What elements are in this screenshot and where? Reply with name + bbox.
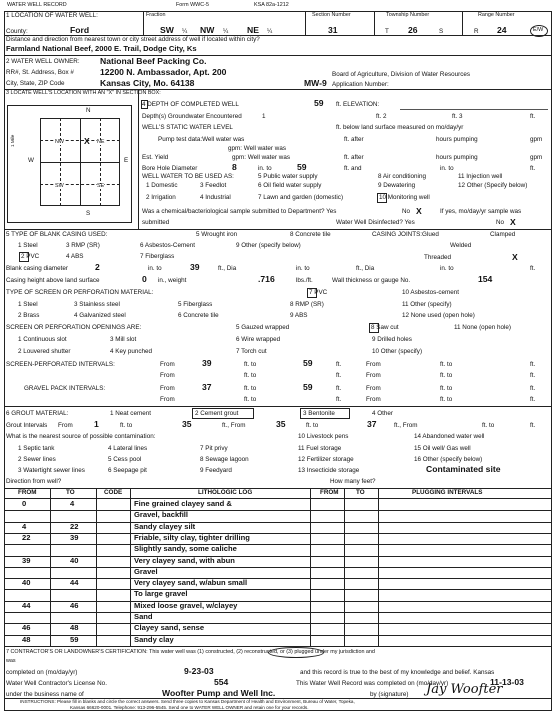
pump-gpm-ww: gpm: Well water was [228,145,286,152]
fraction-label: Fraction [146,12,166,18]
src-5: 5 Cess pool [108,456,142,463]
section-value: 31 [328,25,338,35]
gp-to: 59 [303,382,313,392]
screen-2: 2 Brass [18,312,40,319]
section-label: Section Number [312,12,351,18]
src-4: 4 Lateral lines [108,445,148,452]
quarter-2: ¼ [223,28,229,35]
screen-12: 12 None used (open hole) [402,312,475,319]
casing-4: 4 ABS [66,253,84,260]
grout-ftto3: ft. to [482,422,495,429]
board-text: Board of Agriculture, Division of Water Resources [332,71,471,78]
log-row-divider [4,601,552,602]
gauge-value: 154 [478,274,493,284]
src-3: 3 Watertight sewer lines [18,467,85,474]
casing-1: 1 Steel [18,242,38,249]
use-label: WELL WATER TO BE USED AS: [142,173,234,180]
casing-2: 2 PVC [21,253,40,260]
gp-from4-label: From [366,396,381,403]
township-s: S [439,28,444,35]
csz-label: City, State, ZIP Code [6,80,65,87]
gw-1: 1 [262,113,266,120]
gw-2: ft. 2 [376,113,387,120]
yield-ft-after: ft. after [344,154,364,161]
sp-ft4: ft. [530,372,536,379]
diam-to: 39 [190,262,200,272]
gp-from: 37 [202,382,212,392]
sec2-heading: 2 WATER WELL OWNER: [6,58,80,65]
bore-in-to: in. to [258,165,272,172]
gw-3: ft. 3 [452,113,463,120]
lbsft: lbs./ft. [296,277,313,284]
log-row-text: Gravel [134,566,158,576]
depth-label: 4 DEPTH OF COMPLETED WELL [142,101,239,108]
open-10: 10 Other (specify) [372,348,423,355]
how-many-label: How many feet? [330,478,376,485]
diam-ft-dia-2: ft., Dia [356,265,375,272]
log-row-divider [4,544,552,545]
bore-in-to-2: in. to [440,165,454,172]
sp-to: 59 [303,358,313,368]
grout-v1: 1 [94,419,99,429]
license-label: Water Well Contractor's License No. [6,680,107,687]
contaminated-site: Contaminated site [426,464,501,474]
use-8: 8 Air conditioning [378,173,426,180]
log-row-to: 48 [70,623,79,633]
screen-1: 1 Steel [18,301,38,308]
app-label: Application Number: [332,81,389,88]
use-11: 11 Injection well [458,173,503,180]
county-label: County: [6,28,28,35]
cert-true: and this record is true to the best of my knowledge and belief. Kansas [300,669,495,676]
fraction-3: NE [247,25,259,35]
log-row-text: Fine grained clayey sand & [134,499,232,508]
cert-was: was [6,658,16,664]
sp-from4-label: From [366,372,381,379]
log-row-from: 22 [22,532,31,542]
bore-to: 59 [297,162,307,172]
quarter-1: ¼ [182,28,188,35]
grout-ft: ft. [530,422,536,429]
township-t: T [385,28,389,35]
quad-sw: SW [55,183,64,189]
signature: Jay Woofter [426,682,503,697]
screen-7: 7 PVC [309,289,328,296]
open-6: 6 Wire wrapped [236,336,281,343]
src-14: 14 Abandoned water well [414,433,485,440]
plug-col-to: TO [356,489,365,496]
src-2: 2 Sewer lines [18,456,56,463]
plug-col-from: FROM [320,489,339,496]
instructions-2: Kansas 66620-0001. Telephone: 913-296-5545. Send one to WATER WELL OWNER and retain one for your records. [70,705,309,710]
casing-8: 8 Concrete tile [290,231,331,238]
grout-1: 1 Neat cement [110,410,151,417]
static-label: WELL'S STATIC WATER LEVEL [142,124,233,131]
use-2: 2 Irrigation [146,194,176,201]
log-row-text: Very clayey sand, with abun [134,555,235,565]
log-row-from: 44 [22,600,31,610]
height-label: Casing height above land surface [6,277,100,284]
ksa-ref: KSA 82a-1212 [254,2,289,8]
depth-value: 59 [314,98,324,108]
quarter-3: ¼ [267,28,273,35]
quad-nw: NW [55,139,64,145]
open-5: 5 Gauzed wrapped [236,324,290,331]
township-label: Township Number [386,12,430,18]
gp-from2-label: From [366,385,381,392]
disinfected-label: Water Well Disinfected? Yes [336,219,415,226]
src-10: 10 Livestock pens [298,433,349,440]
sp-from: 39 [202,358,212,368]
sp-ft: ft. [336,361,342,368]
elevation-label: ft. ELEVATION: [336,101,380,108]
record-date: 11-13-03 [490,677,524,687]
range-value: 24 [497,25,507,35]
log-row-text: Sandy clayey silt [134,521,196,531]
chem-x: X [416,206,422,216]
grout-3: 3 Bentonite [303,410,335,417]
screen-6: 6 Concrete tile [178,312,219,319]
log-row-text: Slightly sandy, some caliche [134,544,237,554]
src-8: 8 Sewage lagoon [200,456,249,463]
src-13: 13 Insecticide storage [298,467,360,474]
compass-e: E [124,157,129,164]
chem-tail: If yes, mo/day/yr sample was [440,208,522,215]
log-row-from: 39 [22,555,31,565]
bore-ft-and: ft. and [344,165,362,172]
cert-line1: 7 CONTRACTOR'S OR LANDOWNER'S CERTIFICATION: This water well was (1) constructed, (2) reconstructed, or (3) plugged under my jurisdiction and [6,649,375,655]
use-5: 5 Public water supply [258,173,318,180]
sp-ft3: ft. [336,372,342,379]
open-1: 1 Continuous slot [18,336,67,343]
gp-ft2: ft. [530,385,536,392]
pump-label: Pump test data:Well water was [158,136,245,143]
log-col-lith: LITHOLOGIC LOG [198,489,253,496]
contam-label: What is the nearest source of possible contamination: [6,433,156,440]
form-title: WATER WELL RECORD [7,2,67,8]
src-6: 6 Seepage pit [108,467,147,474]
yield-label: Est. Yield [142,154,169,161]
sp-from2-label: From [366,361,381,368]
weight-value: .716 [258,274,275,284]
form-id: Form WWC-5 [176,2,209,8]
sec3-heading: 3 LOCATE WELL'S LOCATION WITH AN "X" IN SECTION BOX: [6,90,161,96]
src-9: 9 Feedyard [200,467,232,474]
log-row-divider [4,556,552,557]
mile-label: 1 Mile [10,134,15,147]
log-row-text: Clayey sand, sense [134,623,205,633]
diam-label: Blank casing diameter [6,265,68,272]
township-value: 26 [408,25,418,35]
casing-7: 7 Fiberglass [140,253,175,260]
quad-ne: NE [97,139,105,145]
wall-label: Wall thickness or gauge No. [332,277,411,284]
open-4: 4 Key punched [110,348,153,355]
sp-ftto: ft. to [244,361,257,368]
license-value: 554 [214,677,229,687]
log-row-divider [4,510,552,511]
biz-label: under the business name of [6,691,84,698]
gp-ft3: ft. [336,396,342,403]
use-10: 10 Monitoring well [379,194,430,201]
open-7: 7 Torch cut [236,348,267,355]
use-3: 3 Feedlot [200,182,227,189]
screen-heading: TYPE OF SCREEN OR PERFORATION MATERIAL: [6,289,154,296]
use-9: 9 Dewatering [378,182,416,189]
log-row-divider [4,589,552,590]
chem-no: No [402,208,411,215]
log-row-divider [4,635,552,636]
use-7: 7 Lawn and garden (domestic) [258,194,344,201]
bore-ft: ft. [530,165,536,172]
src-15: 15 Oil well/ Gas well [414,445,471,452]
disinfected-x: X [510,217,516,227]
casing-9: 9 Other (specify below) [236,242,301,249]
sig-label: by (signature) [370,691,409,698]
use-12: 12 Other (Specify below) [458,182,528,189]
grout-int-label: Grout Intervals [6,422,48,429]
height-value: 0 [142,274,147,284]
instructions-1: INSTRUCTIONS: Please fill in blanks and circle the correct answers. Send three copies to Kansas Department of Health and Environment, Bureau of Water, Topeka, [20,699,355,704]
sp-ft2: ft. [530,361,536,368]
log-row-from: 48 [22,634,31,644]
screen-3: 3 Stainless steel [74,301,120,308]
grout-heading: 6 GROUT MATERIAL: [6,410,69,417]
fraction-2: NW [200,25,215,35]
compass-s: S [86,210,91,217]
gp-ft: ft. [336,385,342,392]
casing-3: 3 RMP (SR) [66,242,100,249]
use-6: 6 Oil field water supply [258,182,322,189]
pump-hours: hours pumping [436,136,478,143]
joints-glued: CASING JOINTS:Glued [372,231,439,238]
open-2: 2 Louvered shutter [18,348,71,355]
casing-6: 6 Asbestos-Cement [140,242,195,249]
log-row-to: 39 [70,532,79,542]
pump-ft-after: ft. after [344,136,364,143]
log-row-text: Very clayey sand, w/abun small [134,578,248,588]
log-col-code: CODE [104,489,123,496]
sp-from3-label: From [160,372,175,379]
compass-w: W [28,157,34,164]
fraction-1: SW [160,25,174,35]
log-col-to: TO [66,489,75,496]
grout-v3: 35 [276,419,286,429]
log-row-to: 22 [70,521,79,531]
log-row-from: 0 [22,499,27,508]
bore-value: 8 [232,162,237,172]
owner-csz: Kansas City, Mo. 64138 [100,78,195,88]
log-row-divider [4,612,552,613]
src-7: 7 Pit privy [200,445,228,452]
grout-2: 2 Cement grout [195,410,239,417]
screen-11: 11 Other (specify) [402,301,452,308]
groundwater-label: Depth(s) Groundwater Encountered [142,113,242,120]
use-1: 1 Domestic [146,182,178,189]
sp-ftto3: ft. to [244,372,257,379]
direction-label: Direction from well? [6,478,62,485]
log-row-to: 4 [70,499,75,508]
gp-ftto4: ft. to [440,396,453,403]
record-label: This Water Well Record was completed on (mo/day/yr) [296,680,449,687]
sp-ftto4: ft. to [440,372,453,379]
log-row-text: To large gravel [134,589,188,599]
src-12: 12 Fertilizer storage [298,456,354,463]
sec5-heading: 5 TYPE OF BLANK CASING USED: [6,231,108,238]
sec1-heading: 1 LOCATION OF WATER WELL: [6,12,98,19]
chem-question: Was a chemical/bacteriological sample submitted to Department? Yes [142,208,337,215]
screen-9: 9 ABS [290,312,308,319]
weight-label: in., weight [158,277,187,284]
yield-gpm-2: gpm [530,154,543,161]
grout-v4: 37 [367,419,377,429]
range-label: Range Number [478,12,515,18]
sp-from-label: From [160,361,175,368]
grout-ftfrom: ft., From [222,422,246,429]
src-1: 1 Septic tank [18,445,55,452]
open-8: 8 Saw cut [371,324,399,331]
open-9: 9 Drilled holes [372,336,412,343]
joints-x: X [512,252,518,262]
pump-gpm: gpm [530,136,543,143]
log-row-text: Sand [134,612,153,621]
well-x-mark: X [84,136,90,146]
log-row-to: 46 [70,600,79,610]
open-3: 3 Mill slot [110,336,137,343]
diam-value: 2 [95,262,100,272]
log-row-from: 46 [22,623,31,633]
log-row-to: 44 [70,578,79,588]
diam-ft: ft. [530,265,536,272]
gp-from3-label: From [160,396,175,403]
log-row-from: 40 [22,578,31,588]
grout-ftto: ft. to [120,422,133,429]
grout-from: From [58,422,73,429]
screen-4: 4 Galvanized steel [74,312,126,319]
log-col-from: FROM [18,489,37,496]
joints-threaded: Threaded [424,254,451,261]
diam-in-to-2: in. to [296,265,310,272]
log-row-divider [4,522,552,523]
log-row-text: Mixed loose gravel, w/clayey [134,600,238,610]
grout-v2: 35 [182,419,192,429]
gp-ftto2: ft. to [440,385,453,392]
gp-ftto: ft. to [244,385,257,392]
log-row-from: 4 [22,521,27,531]
yield-hours: hours pumping [436,154,478,161]
grout-ftto2: ft. to [306,422,319,429]
joints-welded: Welded [450,242,472,249]
log-row-to: 40 [70,555,79,565]
sp-label: SCREEN-PERFORATED INTERVALS: [6,361,115,368]
submitted-label: submitted [142,219,170,226]
distance-label: Distance and direction from nearest town or city street address of well if located within city? [6,36,260,43]
gp-ft4: ft. [530,396,536,403]
biz-name: Woofter Pump and Well Inc. [162,688,276,698]
disinfected-no: No [496,219,505,226]
plug-col-intervals: PLUGGING INTERVALS [412,489,483,496]
grout-ftfrom2: ft., From [394,422,418,429]
constructed-circle [268,647,324,658]
sp-ftto2: ft. to [440,361,453,368]
rr-label: RR#, St. Address, Box # [6,69,74,76]
screen-8: 8 RMP (SR) [290,301,324,308]
range-r: R [474,28,479,35]
log-row-divider [4,533,552,534]
compass-n: N [86,107,91,114]
ew-value: E/W [533,27,544,33]
log-row-divider [4,623,552,624]
log-row-to: 59 [70,634,79,644]
screen-5: 5 Fiberglass [178,301,213,308]
diam-in-to: in. to [148,265,162,272]
diam-in-to-3: in. to [440,265,454,272]
static-tail: ft. below land surface measured on mo/day/yr [336,124,464,131]
completed-date: 9-23-03 [184,666,214,676]
src-11: 11 Fuel storage [298,445,342,452]
gw-ft: ft. [530,113,536,120]
quad-se: SE [97,183,105,189]
openings-heading: SCREEN OR PERFORATION OPENINGS ARE: [6,324,142,331]
completed-label: completed on (mo/day/yr) [6,669,78,676]
gp-from-label: From [160,385,175,392]
log-row-divider [4,578,552,579]
gp-ftto3: ft. to [244,396,257,403]
joints-clamped: Clamped [490,231,516,238]
use-4: 4 Industrial [200,194,231,201]
src-16: 16 Other (specify below) [414,456,483,463]
bore-label: Bore Hole Diameter [142,165,198,172]
county-value: Ford [70,25,90,35]
diam-ft-dia: ft., Dia [218,265,237,272]
open-11: 11 None (open hole) [454,324,511,331]
owner-name: National Beef Packing Co. [100,56,207,66]
casing-5: 5 Wrought iron [196,231,238,238]
gp-label: GRAVEL PACK INTERVALS: [24,385,106,392]
log-row-text: Friable, silty clay, tighter drilling [134,532,250,542]
address-value: Farmland National Beef, 2000 E. Trail, Dodge City, Ks [6,44,197,53]
yield-gpm: gpm: Well water was [232,154,290,161]
log-row-text: Gravel, backfill [134,510,189,520]
mw-value: MW-9 [304,78,327,88]
screen-10: 10 Asbestos-cement [402,289,460,296]
grout-4: 4 Other [372,410,393,417]
owner-street: 12200 N. Ambassador, Apt. 200 [100,67,227,77]
log-row-divider [4,567,552,568]
log-row-text: Sandy clay [134,634,174,644]
